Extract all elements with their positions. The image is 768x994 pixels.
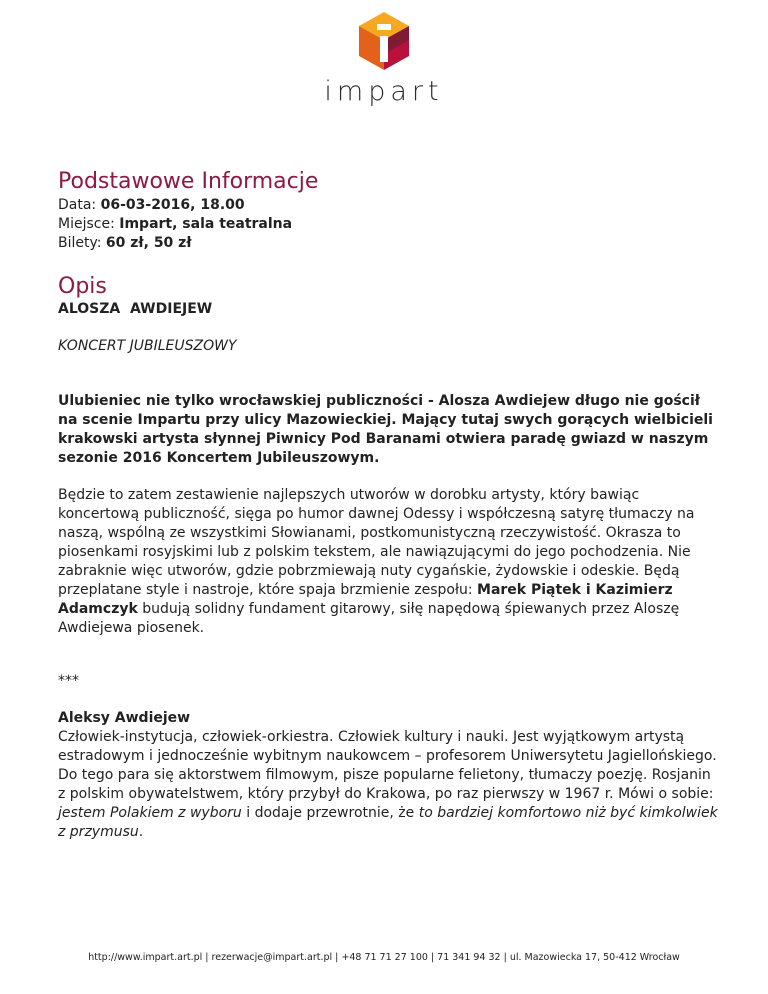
bio-text-3: . <box>138 824 144 840</box>
band-members: Marek Piątek i Kazimierz Adamczyk <box>58 582 673 617</box>
date-value: 06-03-2016, 18.00 <box>100 196 245 213</box>
event-content <box>58 168 718 842</box>
description-heading: Opis <box>58 273 107 299</box>
separator-stars: *** <box>58 673 79 689</box>
bio-name <box>58 709 718 728</box>
place-line <box>58 215 718 234</box>
bio-paragraph <box>58 728 718 842</box>
body-paragraph <box>58 486 718 638</box>
bio-text-2: i dodaje przewrotnie, że <box>241 805 419 821</box>
bio-quote-2: to bardziej komfortowo niż być kimkolwiek z przymusu <box>58 805 718 840</box>
place-value: Impart, sala teatralna <box>119 215 293 232</box>
bio-name-text: Aleksy Awdiejew <box>58 710 191 726</box>
tickets-value: 60 zł, 50 zł <box>105 234 192 251</box>
lead-text: Ulubieniec nie tylko wrocławskiej publiczności - Alosza Awdiejew długo nie gościł na scenie Impartu przy ulicy Mazowieckiej. Mający tutaj swych gorących wielbicieli krakowski artysta słynnej Piwnicy Pod Baranami otwiera paradę gwiazd w naszym sezonie 2016 Koncertem Jubileuszowym. <box>58 393 713 466</box>
lead-paragraph <box>58 392 718 468</box>
bio-text-1: Człowiek-instytucja, człowiek-orkiestra. Człowiek kultury i nauki. Jest wyjątkowym artystą estradowym i jednocześnie wybitnym naukowcem – profesorem Uniwersytetu Jagiellońskiego. Do tego para się aktorstwem filmowym, pisze popularne felietony, tłumaczy poezję. Rosjanin z polskim obywatelstwem, który przybył do Krakowa, po raz pierwszy w 1967 r. Mówi o sobie: <box>58 729 717 802</box>
date-label: Data: <box>58 196 101 213</box>
impart-logo <box>0 10 768 107</box>
bio-quote-1: jestem Polakiem z wyboru <box>58 805 242 821</box>
tickets-line <box>58 234 718 253</box>
body-text-2: budują solidny fundament gitarowy, siłę napędową śpiewanych przez Aloszę Awdiejewa piosenek. <box>58 601 680 636</box>
date-line <box>58 196 718 215</box>
place-label: Miejsce: <box>58 215 120 232</box>
tickets-label: Bilety: <box>58 234 106 251</box>
footer-contact: http://www.impart.art.pl | rezerwacje@impart.art.pl | +48 71 71 27 100 | 71 341 94 32 | ul. Mazowiecka 17, 50-412 Wrocław <box>88 952 680 963</box>
impart-logo-icon <box>355 10 413 72</box>
concert-subtitle-text: KONCERT JUBILEUSZOWY <box>58 338 237 354</box>
artist-name <box>58 300 718 319</box>
concert-subtitle <box>58 337 718 356</box>
basic-info-heading: Podstawowe Informacje <box>58 169 319 194</box>
impart-logo-text: impart <box>324 76 444 107</box>
body-text-1: Będzie to zatem zestawienie najlepszych utworów w dorobku artysty, który bawiąc koncertową publiczność, sięga po humor dawnej Odessy i współczesną satyrę tłumaczy na naszą, wspólną ze wszystkimi Słowianami, postkomunistyczną rzeczywistość. Okrasza to piosenkami rosyjskimi lub z polskim tekstem, ale nawiązującymi do jego pochodzenia. Nie zabraknie więc utworów, gdzie pobrzmiewają nuty cygańskie, żydowskie i odeskie. Będą przeplatane style i nastroje, które spaja brzmienie zespołu: <box>58 487 695 598</box>
artist-name-text: ALOSZA AWDIEJEW <box>58 301 213 317</box>
